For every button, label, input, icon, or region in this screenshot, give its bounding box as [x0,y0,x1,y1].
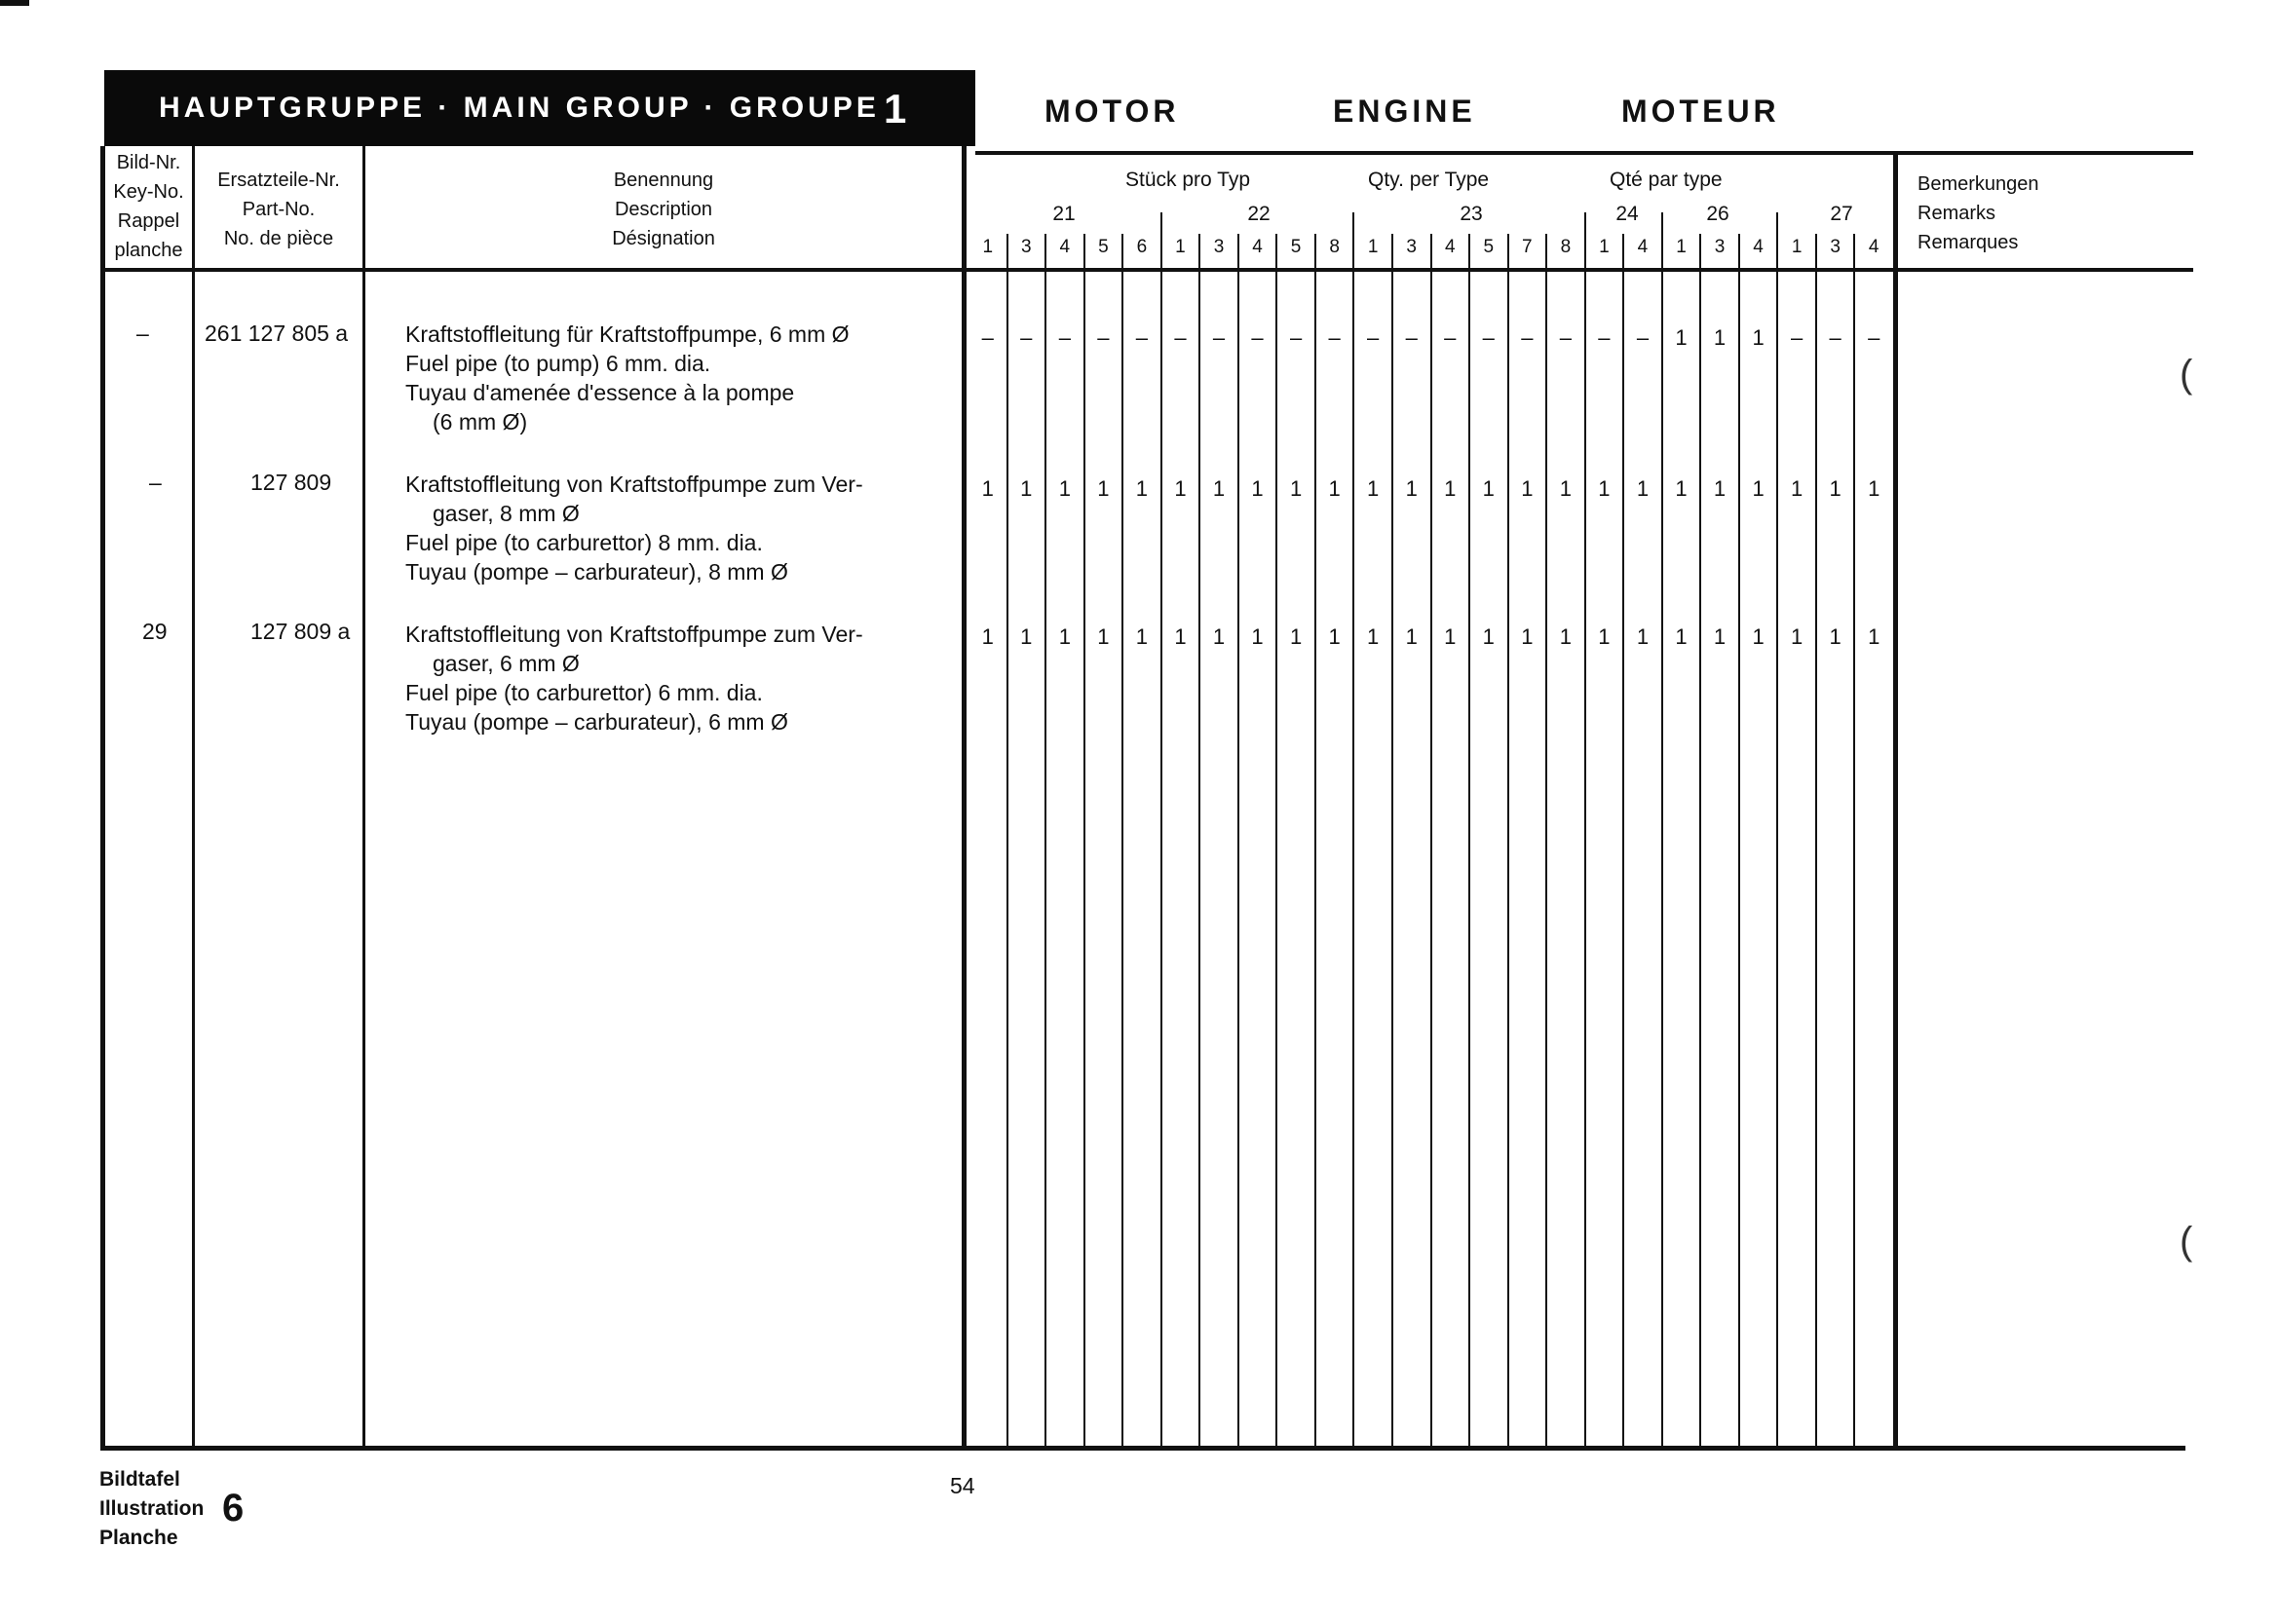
qty-header-german: Stück pro Typ [1125,169,1251,191]
qty-value: – [1174,325,1187,350]
punch-hole-mark: ( [2180,353,2193,396]
qty-column-line [1815,234,1817,1448]
description-line: Kraftstoffleitung für Kraftstoffpumpe, 6 mm Ø [405,321,850,347]
qty-column-line [1776,212,1778,1448]
qty-value: 1 [1174,624,1187,649]
sub-column-number: 8 [1560,237,1572,257]
qty-value: – [1135,325,1149,350]
remarks-header-line: Remarques [1917,232,2019,253]
qty-value: 1 [1174,476,1187,501]
description-line: Tuyau (pompe – carburateur), 8 mm Ø [405,559,788,585]
qty-column-line [1661,212,1663,1448]
sub-column-number: 1 [1791,237,1803,257]
part-number: 127 809 [250,470,332,495]
qty-value: 1 [1598,624,1611,649]
qty-column-line [1430,234,1432,1448]
qty-value: 1 [1636,476,1650,501]
qty-column-line [1160,212,1162,1448]
qty-value: – [1636,325,1650,350]
sub-column-number: 1 [1599,237,1610,257]
qty-value: – [1521,325,1534,350]
description-line: (6 mm Ø) [433,409,528,434]
description-line: Kraftstoffleitung von Kraftstoffpumpe zum Ver- [405,472,863,497]
page-number: 54 [950,1473,975,1498]
qty-value: 1 [1791,624,1803,649]
qty-value: – [1251,325,1264,350]
qty-value: 1 [1405,624,1418,649]
qty-value: – [1559,325,1573,350]
description-line: gaser, 8 mm Ø [433,501,580,526]
qty-value: 1 [1675,325,1688,350]
part-number: 127 809 a [250,619,351,644]
key-number: – [136,321,149,346]
type-number: 24 [1615,203,1639,225]
qty-value: 1 [1289,624,1303,649]
qty-column-line [1545,234,1547,1448]
qty-value: 1 [1212,476,1226,501]
qty-value: 1 [1752,624,1765,649]
sub-column-number: 1 [1175,237,1186,257]
description-line: Fuel pipe (to pump) 6 mm. dia. [405,351,711,376]
title-french: MOTEUR [1621,94,1780,129]
qty-value: – [1868,325,1880,350]
sub-column-number: 3 [1021,237,1032,257]
description-header [365,166,962,253]
qty-column-line [1275,234,1277,1448]
qty-column-line [1314,234,1316,1448]
part-description [405,470,863,586]
qty-value: – [1791,325,1803,350]
header-separator [100,268,2193,272]
sub-column-number: 1 [1367,237,1379,257]
divider-key-part [192,146,195,1450]
qty-value: 1 [1058,624,1071,649]
qty-value: – [1405,325,1418,350]
type-number: 26 [1706,203,1729,225]
qty-value: 1 [1135,476,1149,501]
qty-value: 1 [1289,476,1303,501]
main-group-header [104,70,975,146]
key-no-header [105,148,192,265]
description-line: Tuyau d'amenée d'essence à la pompe [405,380,795,405]
qty-value: 1 [1097,624,1110,649]
qty-value: 1 [1521,624,1534,649]
sub-column-number: 8 [1329,237,1340,257]
qty-value: 1 [1521,476,1534,501]
table-left-border [100,146,105,1450]
qty-value: 1 [981,476,994,501]
qty-value: 1 [1251,476,1264,501]
qty-value: 1 [1752,476,1765,501]
remarks-header-line: Remarks [1917,203,1996,224]
qty-value: 1 [1251,624,1264,649]
description-line: Fuel pipe (to carburettor) 8 mm. dia. [405,530,763,555]
qty-column-line [1853,234,1855,1448]
main-group-label: HAUPTGRUPPE · MAIN GROUP · GROUPE [159,92,880,124]
description-header-line: Description [614,199,713,220]
qty-column-line [1083,234,1085,1448]
qty-value: 1 [1752,325,1765,350]
qty-value: 1 [1791,476,1803,501]
sub-column-number: 5 [1290,237,1302,257]
type-number: 27 [1830,203,1853,225]
description-header-line: Désignation [612,228,715,249]
qty-value: – [1829,325,1841,350]
remarks-header-line: Bemerkungen [1917,173,2039,195]
qty-value: – [1482,325,1495,350]
qty-value: 1 [1636,624,1650,649]
qty-value: – [981,325,994,350]
qty-value: 1 [1444,624,1457,649]
qty-column-line [1468,234,1470,1448]
scan-edge-mark [0,0,29,6]
key-no-header-line: planche [114,240,183,261]
qty-value: 1 [1713,476,1727,501]
sub-column-number: 5 [1098,237,1109,257]
title-german: MOTOR [1044,94,1180,129]
sub-column-number: 3 [1830,237,1841,257]
part-no-header-line: Part-No. [242,199,316,220]
part-description [405,320,850,436]
description-line: Tuyau (pompe – carburateur), 6 mm Ø [405,709,788,735]
qty-value: – [1367,325,1380,350]
qty-value: – [1328,325,1341,350]
qty-column-line [1507,234,1509,1448]
sub-column-number: 4 [1444,237,1456,257]
key-no-header-line: Rappel [117,210,180,232]
qty-value: 1 [1868,476,1880,501]
qty-value: 1 [1135,624,1149,649]
qty-value: 1 [1444,476,1457,501]
qty-value: 1 [1713,624,1727,649]
sub-column-number: 1 [982,237,994,257]
qty-header-french: Qté par type [1610,169,1723,191]
qty-column-line [1622,234,1624,1448]
key-number: 29 [142,619,168,644]
qty-column-line [1044,234,1046,1448]
qty-value: 1 [1675,624,1688,649]
sub-column-number: 3 [1714,237,1726,257]
qty-column-line [1198,234,1200,1448]
qty-value: 1 [1559,624,1573,649]
qty-value: – [1212,325,1226,350]
qty-value: – [1598,325,1611,350]
qty-value: 1 [1020,624,1033,649]
illustration-label-line: Planche [99,1527,178,1549]
qty-header-english: Qty. per Type [1368,169,1490,191]
key-number: – [149,470,162,495]
qty-column-line [1391,234,1393,1448]
qty-value: 1 [1829,476,1841,501]
part-no-header-line: No. de pièce [223,228,334,249]
sub-column-number: 4 [1753,237,1764,257]
qty-value: 1 [1212,624,1226,649]
key-no-header-line: Key-No. [113,181,184,203]
qty-value: 1 [1713,325,1727,350]
part-number: 261 127 805 a [205,321,349,346]
qty-value: 1 [1020,476,1033,501]
description-header-line: Benennung [613,170,714,191]
qty-column-line [1584,212,1586,1448]
illustration-label [99,1465,204,1553]
divider-part-desc [362,146,365,1450]
sub-column-number: 1 [1676,237,1687,257]
sub-column-number: 4 [1868,237,1879,257]
divider-desc-qty [962,146,967,1450]
qty-value: 1 [1097,476,1110,501]
qty-value: – [1289,325,1303,350]
qty-column-line [1121,234,1123,1448]
divider-qty-remarks [1893,151,1898,1450]
qty-value: 1 [981,624,994,649]
qty-value: – [1444,325,1457,350]
qty-value: 1 [1675,476,1688,501]
sub-column-number: 4 [1059,237,1071,257]
part-no-header [195,166,362,253]
qty-value: 1 [1328,476,1341,501]
qty-value: 1 [1367,624,1380,649]
key-no-header-line: Bild-Nr. [116,152,181,173]
qty-value: – [1097,325,1110,350]
description-line: gaser, 6 mm Ø [433,651,580,676]
sub-column-number: 6 [1136,237,1148,257]
type-number: 21 [1052,203,1076,225]
qty-column-line [1237,234,1239,1448]
sub-column-number: 5 [1483,237,1495,257]
qty-column-line [1738,234,1740,1448]
description-line: Fuel pipe (to carburettor) 6 mm. dia. [405,680,763,705]
qty-value: 1 [1482,476,1495,501]
illustration-number: 6 [222,1487,245,1530]
part-no-header-line: Ersatzteile-Nr. [217,170,340,191]
table-bottom-border [100,1446,2185,1451]
table-top-border [975,151,2193,155]
punch-hole-mark: ( [2180,1220,2193,1263]
qty-value: 1 [1559,476,1573,501]
illustration-label-line: Bildtafel [99,1468,180,1491]
qty-value: 1 [1482,624,1495,649]
illustration-label-line: Illustration [99,1497,205,1520]
main-group-number: 1 [884,86,907,132]
sub-column-number: 3 [1406,237,1417,257]
remarks-header [1917,170,2039,257]
type-number: 23 [1460,203,1483,225]
qty-column-line [1352,212,1354,1448]
qty-value: 1 [1405,476,1418,501]
qty-value: 1 [1328,624,1341,649]
sub-column-number: 4 [1637,237,1649,257]
sub-column-number: 4 [1252,237,1263,257]
type-number: 22 [1247,203,1271,225]
title-english: ENGINE [1333,94,1476,129]
qty-value: – [1020,325,1033,350]
qty-value: 1 [1367,476,1380,501]
qty-value: 1 [1598,476,1611,501]
qty-value: 1 [1058,476,1071,501]
sub-column-number: 3 [1213,237,1225,257]
qty-value: 1 [1829,624,1841,649]
part-description [405,620,863,736]
description-line: Kraftstoffleitung von Kraftstoffpumpe zum Ver- [405,622,863,647]
qty-column-line [1699,234,1701,1448]
qty-column-line [1006,234,1008,1448]
qty-value: – [1058,325,1071,350]
qty-value: 1 [1868,624,1880,649]
sub-column-number: 7 [1522,237,1533,257]
